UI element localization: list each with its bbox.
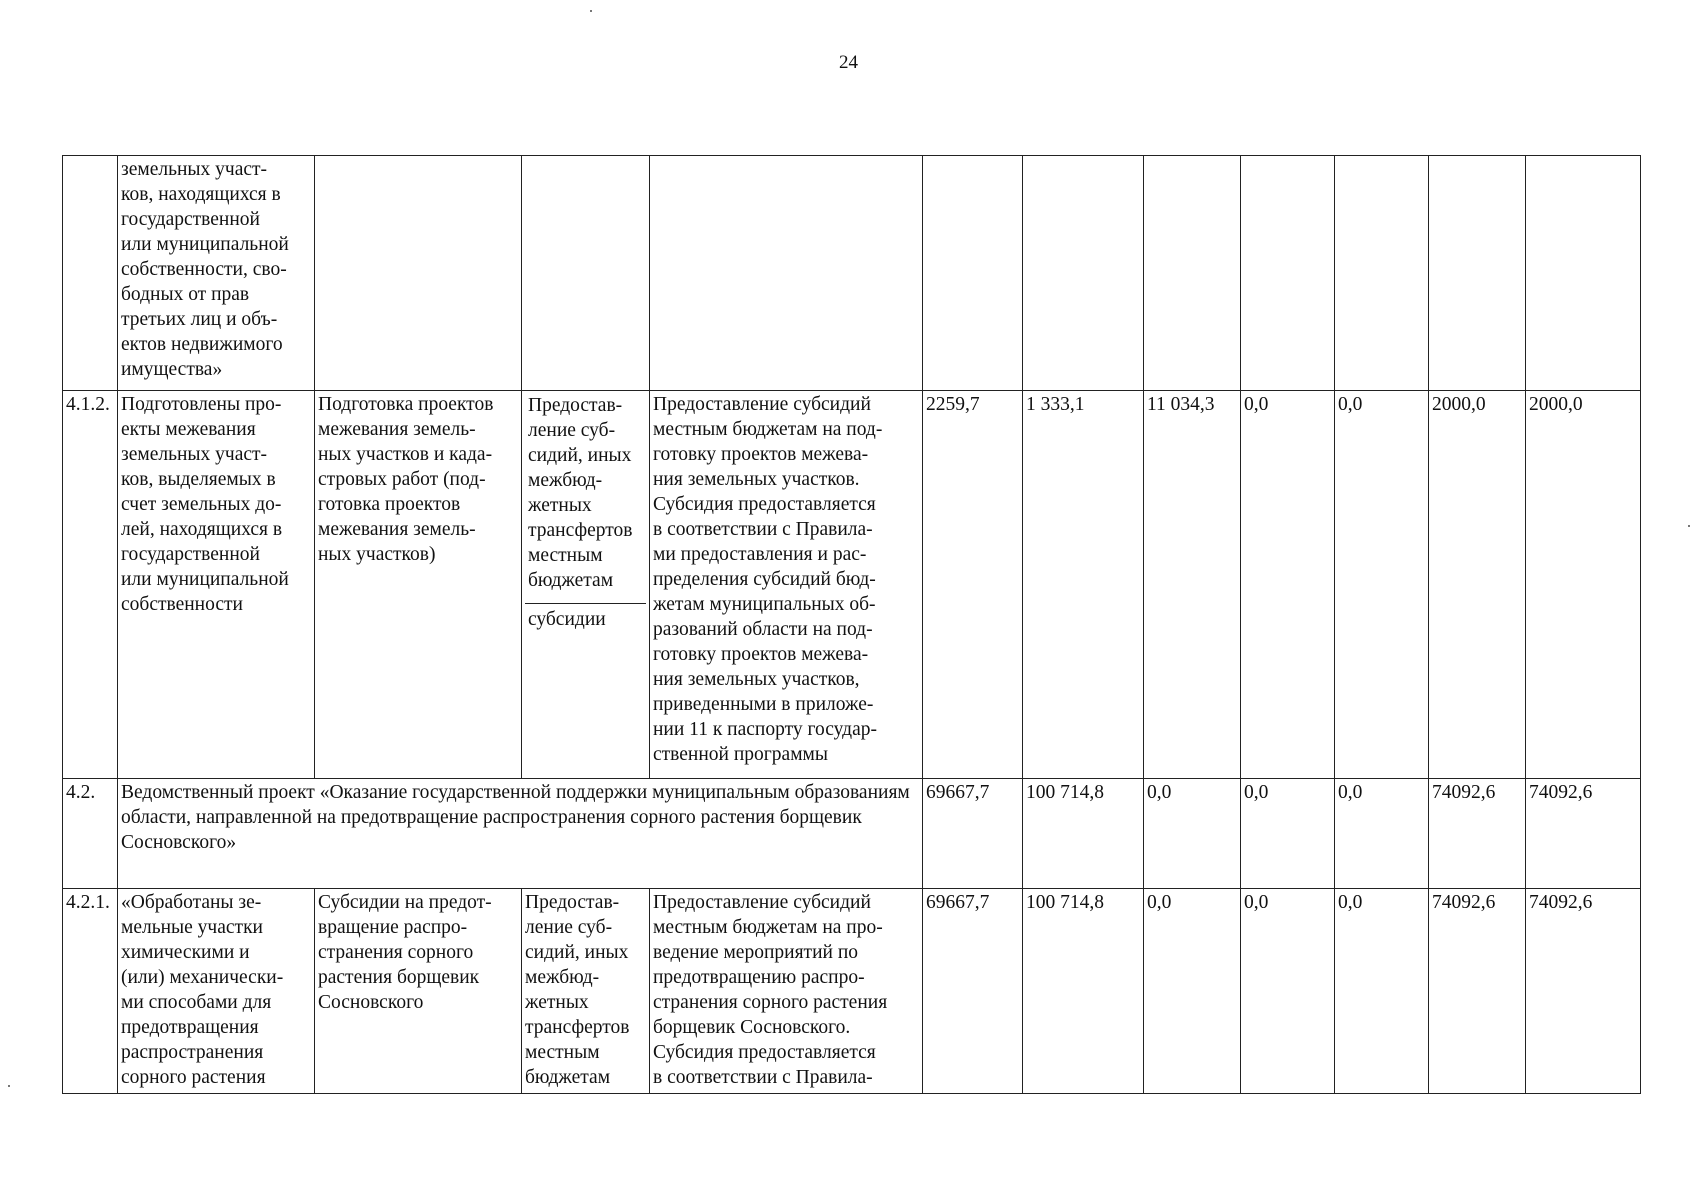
- value-cell: 100 714,8: [1023, 779, 1144, 889]
- scan-mark: [1688, 525, 1690, 527]
- value-cell: 0,0: [1335, 391, 1429, 779]
- value-cell: [1241, 156, 1335, 391]
- type-bottom: субсидии: [528, 609, 606, 630]
- description-cell: Предоставление субсидий местным бюджетам на про- ведение мероприятий по предотвращению распро- странения сорного растения борщевик Сосновского. Субсидия предоставляется в соответствии с Правила-: [650, 889, 923, 1094]
- scan-mark: [590, 10, 592, 12]
- activity-cell: Субсидии на предот- вращение распро- странения сорного растения борщевик Сосновского: [315, 889, 522, 1094]
- value-cell: 74092,6: [1429, 889, 1526, 1094]
- value-cell: 69667,7: [923, 889, 1023, 1094]
- value-cell: 0,0: [1241, 779, 1335, 889]
- type-cell: Предостав- ление суб- сидий, иных межбюд- жетных трансфертов местным бюджетам: [522, 889, 650, 1094]
- value-cell: [1335, 156, 1429, 391]
- value-cell: 0,0: [1335, 889, 1429, 1094]
- type-top: Предостав- ление суб- сидий, иных межбюд- жетных трансфертов местным бюджетам: [525, 392, 646, 604]
- value-cell: 0,0: [1335, 779, 1429, 889]
- type-cell: [522, 156, 650, 391]
- table-row: [63, 156, 1641, 391]
- description-cell: [650, 156, 923, 391]
- row-number: 4.2.1.: [63, 889, 118, 1094]
- value-cell: 2259,7: [923, 391, 1023, 779]
- result-cell: земельных участ- ков, находящихся в государственной или муниципальной собственности, сво- бодных от прав третьих лиц и объ- ектов недвижимого имущества»: [118, 156, 315, 391]
- result-cell: Подготовлены про- екты межевания земельных участ- ков, выделяемых в счет земельных до- лей, находящихся в государственной или муниципальной собственности: [118, 391, 315, 779]
- value-cell: 0,0: [1241, 889, 1335, 1094]
- value-cell: 69667,7: [923, 779, 1023, 889]
- table-row: [63, 889, 1641, 1094]
- value-cell: 11 034,3: [1144, 391, 1241, 779]
- value-cell: [923, 156, 1023, 391]
- value-cell: [1429, 156, 1526, 391]
- value-cell: 0,0: [1144, 779, 1241, 889]
- value-cell: 2000,0: [1429, 391, 1526, 779]
- value-cell: [1023, 156, 1144, 391]
- value-cell: 74092,6: [1429, 779, 1526, 889]
- activity-cell: Подготовка проектов межевания земель- ных участков и када- стровых работ (под- готовка проектов межевания земель- ных участков): [315, 391, 522, 779]
- value-cell: [1144, 156, 1241, 391]
- value-cell: 2000,0: [1526, 391, 1641, 779]
- value-cell: 74092,6: [1526, 889, 1641, 1094]
- table-row: [63, 391, 1641, 779]
- value-cell: 100 714,8: [1023, 889, 1144, 1094]
- activity-cell: [315, 156, 522, 391]
- row-number: 4.2.: [63, 779, 118, 889]
- project-title-cell: Ведомственный проект «Оказание государственной поддержки муниципальным образованиям области, направленной на предотвращение распространения сорного растения борщевик Сосновского»: [118, 779, 923, 889]
- row-number: [63, 156, 118, 391]
- program-table: [62, 155, 1641, 1094]
- value-cell: [1526, 156, 1641, 391]
- value-cell: 0,0: [1241, 391, 1335, 779]
- scan-mark: [8, 1085, 10, 1087]
- page-number: 24: [839, 52, 858, 73]
- table-row: [63, 779, 1641, 889]
- value-cell: 74092,6: [1526, 779, 1641, 889]
- value-cell: 1 333,1: [1023, 391, 1144, 779]
- description-cell: Предоставление субсидий местным бюджетам на под- готовку проектов межева- ния земельных участков. Субсидия предоставляется в соответствии с Правила- ми предоставления и рас- пределения субсидий бюд- жетам муниципальных об- разований области на под- готовку проектов межева- ния земельных участков, приведенными в приложе- нии 11 к паспорту государ- ственной программы: [650, 391, 923, 779]
- type-cell: [522, 391, 650, 779]
- result-cell: «Обработаны зе- мельные участки химическими и (или) механически- ми способами для предотвращения распространения сорного растения: [118, 889, 315, 1094]
- value-cell: 0,0: [1144, 889, 1241, 1094]
- row-number: 4.1.2.: [63, 391, 118, 779]
